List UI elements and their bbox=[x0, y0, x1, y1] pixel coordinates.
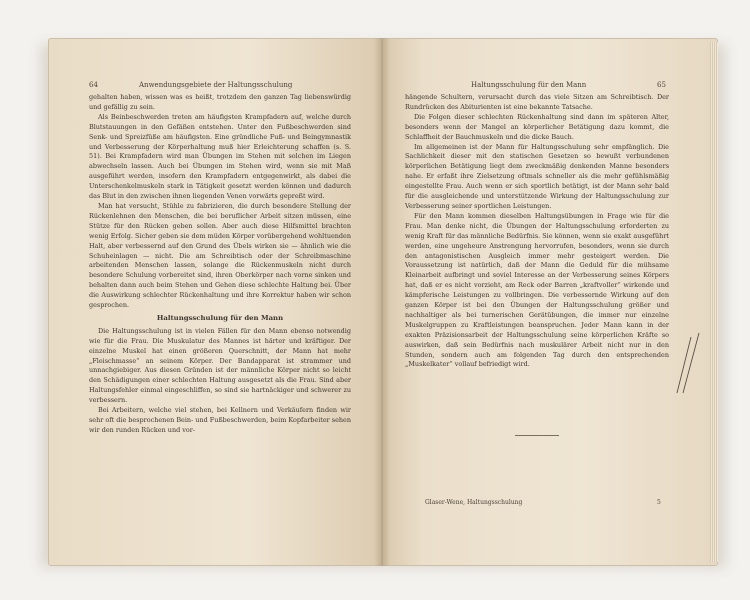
open-book bbox=[48, 38, 716, 566]
left-paragraph: Man hat versucht, Stühle zu fabrizieren, die durch besondere Stellung der Rückenlehnen den Menschen, die bei beruflicher Arbeit sitzen müssen, eine Stütze für den Rücken geben sollen. Aber auch diese Hilfsmittel brachten wenig Erfolg. Sicher geben sie dem müden Körper vorübergehend wohltuenden Halt, aber verbessernd auf den Grund des Übels wirken sie — ähnlich wie die Schuheinlagen — nicht. Die am Schreibtisch oder der Schreibmaschine arbeitenden Menschen lassen, solange die Rückenmuskeln nicht durch besondere Schulung vorbereitet sind, ihren Oberkörper nach vorne sinken und behalten dann auch beim Stehen und Gehen diese schlechte Haltung bei. Über die Auswirkung schlechter Rückenhaltung und ihre Korrektur haben wir schon gesprochen. bbox=[89, 201, 351, 310]
right-paragraph: Die Folgen dieser schlechten Rückenhaltung sind dann im späteren Alter, besonders wenn der Mangel an körperlicher Betätigung dazu kommt, die Schlaffheit der Bauchmuskeln und die dicke Bauch. bbox=[405, 112, 669, 141]
right-paragraph: Im allgemeinen ist der Mann für Haltungsschulung sehr empfänglich. Die Sachlichkeit dieser mit den statischen Gesetzen so bewußt verbundenen körperlichen Betätigung liegt dem zweckmäßig denkenden Manne besonders nahe. Er erfaßt ihre Zielsetzung oftmals schneller als die mehr gefühlsmäßig eingestellte Frau. Auch wenn er sich sportlich betätigt, ist der Mann sehr bald für die ausgleichende und unterstützende Wirkung der Haltungsschulung zur Verbesserung seiner sportlichen Leistungen. bbox=[405, 142, 669, 210]
left-page-text bbox=[89, 93, 351, 436]
right-paragraph: Für den Mann kommen dieselben Haltungsübungen in Frage wie für die Frau. Man denke nicht, die Übungen der Haltungsschulung erforderten zu wenig Kraft für das männliche Bedürfnis. Sie können, wenn sie exakt ausgeführt werden, eine ungeheure Anstrengung hervorrufen, besonders, wenn sie durch den antagonistischen Ausgleich immer mehr gesteigert werden. Die Voraussetzung ist natürlich, daß der Mann die Geduld für die mühsame Kleinarbeit aufbringt und soviel Interesse an der Verbesserung seines Körpers hat, daß er es nicht vorzieht, am Reck oder Barren „kraftvoller“ wirkende und kämpferische Leistungen zu vollbringen. Die verbessernde Wirkung auf den ganzen Körper ist bei den Übungen der Haltungsschulung größer und nachhaltiger als bei turnerischen Gerätübungen, die immer nur einzelne Muskelgruppen zu Kraftleistungen beanspruchen. Jeder Mann kann in der exakten Präzisionsarbeit der Haltungsschulung seine körperlichen Kräfte so auswirken, daß sein Bedürfnis nach muskulärer Arbeit nicht nur in den Stunden, sondern auch am folgenden Tag durch den entsprechenden „Muskelkater“ vollauf befriedigt wird. bbox=[405, 211, 669, 369]
book-gutter bbox=[374, 38, 390, 566]
right-page-number: 65 bbox=[657, 81, 666, 89]
left-page bbox=[48, 38, 382, 566]
page-footer-author: Glaser-Wene, Haltungsschulung bbox=[425, 499, 523, 506]
right-running-head: Haltungsschulung für den Mann bbox=[471, 81, 587, 89]
left-paragraph: gehalten haben, wissen was es heißt, trotzdem den ganzen Tag liebenswürdig und gefällig zu sein. bbox=[89, 93, 351, 111]
left-paragraph: Die Haltungsschulung ist in vielen Fällen für den Mann ebenso notwendig wie für die Frau. Die Muskulatur des Mannes ist härter und kräftiger. Der einzelne Muskel hat einen größeren Querschnitt, der Mann hat mehr „Fleischmasse“ an seinem Körper. Der Bandapparat ist strammer und unnachgiebiger. Aus diesen Gründen ist der männliche Körper nicht so leicht den Schädigungen einer schlechten Haltung ausgesetzt als die Frau. Sind aber Haltungsfehler einmal eingeschliffen, so sind sie hartnäckiger und schwerer zu verbessern. bbox=[89, 326, 351, 405]
right-paragraph: hängende Schultern, verursacht durch das viele Sitzen am Schreibtisch. Der Rundrücken des Abiturienten ist eine bekannte Tatsache. bbox=[405, 93, 669, 111]
left-paragraph: Bei Arbeitern, welche viel stehen, bei Kellnern und Verkäufern finden wir sehr oft die besprochenen Bein- und Fußbeschwerden, beim Kopfarbeiter sehen wir den runden Rücken und vor- bbox=[89, 406, 352, 434]
signature-mark: 5 bbox=[657, 499, 661, 506]
section-heading: Haltungsschulung für den Mann bbox=[156, 313, 284, 322]
right-page-text bbox=[405, 93, 669, 370]
left-page-number: 64 bbox=[89, 81, 98, 89]
left-running-head: Anwendungsgebiete der Haltungsschulung bbox=[139, 81, 293, 89]
left-paragraph: Als Beinbeschwerden treten am häufigsten Krampfadern auf, welche durch Blutstauungen in den Gefäßen entstehen. Unter den Fußbeschwerden sind Senk- und Spreizfüße am häufigsten. Eine gründliche Fuß- und Beingymnastik und Verbesserung der Körperhaltung muß hier Erleichterung schaffen (s. S. 51). Bei Krampfadern wird man Übungen im Stehen mit solchen im Liegen abwechseln lassen. Auch bei Übungen im Stehen wird, wenn sie mit Maß ausgeführt werden, insofern den Krampfadern entgegenwirkt, als dabei die Unterschenkelmuskeln stark in Tätigkeit gesetzt werden können und dadurch das Blut in den zwischen ihnen liegenden Venen vorwärts gepreßt wird. bbox=[89, 112, 351, 201]
right-page bbox=[382, 38, 718, 566]
page-edges bbox=[710, 42, 718, 562]
end-rule bbox=[515, 435, 559, 436]
pencil-margin-mark bbox=[673, 331, 703, 395]
